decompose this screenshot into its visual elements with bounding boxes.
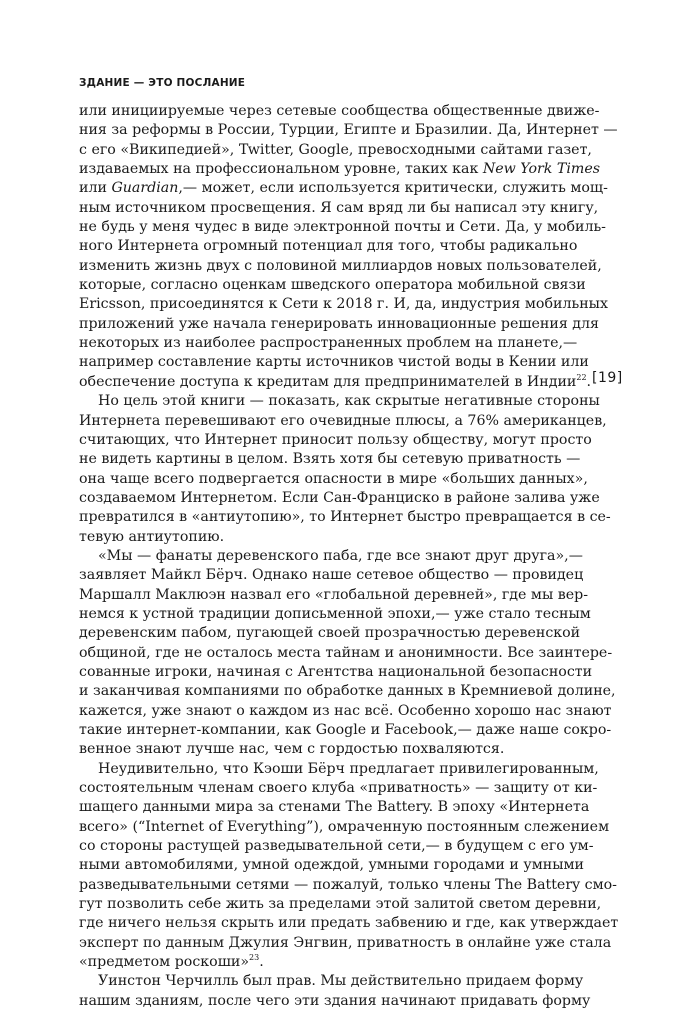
paragraph: [79, 972, 591, 1011]
text-line: [79, 818, 610, 837]
text-run: общиной, где не осталось места тайнам и анонимности. Все заинтере-: [79, 644, 613, 661]
text-run: Интернета перевешивают его очевидные плюсы, а 76% американцев,: [79, 412, 607, 429]
text-line: [79, 528, 551, 547]
text-run: всего» (“Internet of Everything”), омраченную постоянным слежением: [79, 818, 610, 835]
text-run: она чаще всего подвергается опасности в мире «больших данных»,: [79, 470, 588, 487]
text-line: [79, 547, 583, 566]
text-run: ного Интернета огромный потенциал для того, чтобы радикально: [79, 238, 578, 255]
text-run: Маршалл Маклюэн назвал его «глобальной деревней», где мы вер-: [79, 586, 589, 603]
text-run: с его «Википедией», Twitter, Google, превосходными сайтами газет,: [79, 141, 592, 158]
text-line: [79, 798, 590, 817]
text-line: [79, 934, 612, 953]
running-head: ЗДАНИЕ — ЭТО ПОСЛАНИЕ: [79, 77, 246, 89]
text-run: не будь у меня чудес в виде электронной почты и Сети. Да, у мобиль-: [79, 219, 606, 236]
text-run: и заканчивая компаниями по обработке данных в Кремниевой долине,: [79, 683, 616, 700]
italic-title: Guardian: [111, 180, 179, 197]
text-run: обеспечение доступа к кредитам для предпринимателей в Индии: [79, 373, 577, 390]
text-line: [79, 334, 578, 353]
text-run: или инициируемые через сетевые сообщества общественные движе-: [79, 103, 600, 119]
text-line: [79, 257, 602, 276]
text-run: создаваемом Интернетом. Если Сан-Франциско в районе залива уже: [79, 489, 600, 506]
text-line: [79, 392, 600, 411]
text-run: превратился в «антиутопию», то Интернет быстро превращается в се-: [79, 509, 611, 526]
text-run: Ericsson, присоединятся к Сети к 2018 г. И, да, индустрия мобильных: [79, 296, 608, 313]
text-run: сованные игроки, начиная с Агентства национальной безопасности: [79, 663, 593, 680]
text-run: где ничего нельзя скрыть или предать забвению и где, как утверждает: [79, 915, 619, 932]
text-run: заявляет Майкл Бёрч. Однако наше сетевое общество — провидец: [79, 567, 584, 584]
text-run: нашим зданиям, после чего эти здания начинают придавать форму: [79, 992, 591, 1009]
text-run: тевую антиутопию.: [79, 528, 225, 545]
text-line: [79, 992, 591, 1011]
text-run: гут позволить себе жить за пределами этой залитой светом деревни,: [79, 896, 602, 913]
text-line: [79, 702, 612, 721]
italic-title: New York Times: [482, 161, 601, 178]
page-number: [19]: [592, 370, 623, 386]
text-line: [79, 837, 594, 856]
paragraph: [79, 760, 619, 973]
text-line: [79, 372, 592, 392]
text-run: состоятельным членам своего клуба «приватность» — защиту от ки-: [79, 780, 598, 797]
text-line: [79, 586, 589, 605]
text-run: Но цель этой книги — показать, как скрытые негативные стороны: [98, 393, 600, 410]
text-line: [79, 412, 607, 431]
text-run: Неудивительно, что Кэоши Бёрч предлагает привилегированным,: [98, 760, 599, 777]
text-run: считающих, что Интернет приносит пользу обществу, могут просто: [79, 431, 592, 448]
text-line: [79, 450, 581, 469]
text-line: [79, 276, 586, 295]
text-line: [79, 856, 584, 875]
text-run: издаваемых на профессиональном уровне, таких как: [79, 161, 483, 178]
text-line: [79, 740, 551, 759]
text-run: шащего данными мира за стенами The Battery. В эпоху «Интернета: [79, 799, 590, 816]
text-line: [79, 218, 606, 237]
text-line: [79, 663, 593, 682]
text-line: [79, 682, 616, 701]
text-run: .: [586, 373, 592, 390]
text-run: деревенским пабом, пугающей своей прозрачностью деревенской: [79, 625, 581, 642]
text-line: [79, 779, 598, 798]
text-line: [79, 721, 612, 740]
text-line: [79, 199, 599, 218]
text-run: ния за реформы в России, Турции, Египте и Бразилии. Да, Интернет —: [79, 122, 618, 139]
text-line: [79, 624, 581, 643]
footnote-ref: 22: [576, 372, 587, 382]
text-line: [79, 353, 589, 372]
text-run: венное знают лучше нас, чем с гордостью похваляются.: [79, 741, 505, 758]
text-line: [79, 605, 591, 624]
text-line: [79, 315, 600, 334]
text-line: [79, 760, 599, 779]
text-line: [79, 644, 613, 663]
text-run: приложений уже начала генерировать инновационные решения для: [79, 315, 600, 332]
text-run: некоторых из наиболее распространенных проблем на планете,—: [79, 335, 578, 352]
text-line: [79, 914, 619, 933]
text-run: эксперт по данным Джулия Энгвин, приватность в онлайне уже стала: [79, 934, 612, 951]
paragraph: [79, 392, 611, 547]
text-line: [79, 295, 608, 314]
text-line: [79, 895, 602, 914]
text-run: такие интернет-компании, как Google и Facebook,— даже наше сокро-: [79, 722, 612, 738]
text-run: «предметом роскоши»: [79, 954, 250, 971]
text-run: которые, согласно оценкам шведского оператора мобильной связи: [79, 277, 586, 294]
text-run: .: [259, 954, 264, 971]
text-run: не видеть картины в целом. Взять хотя бы сетевую приватность —: [79, 451, 581, 468]
text-line: [79, 566, 584, 585]
text-run: кажется, уже знают о каждом из нас всё. Особенно хорошо нас знают: [79, 702, 612, 719]
text-run: или: [79, 180, 112, 197]
text-run: ным источником просвещения. Я сам вряд ли бы написал эту книгу,: [79, 199, 599, 216]
text-line: [79, 470, 588, 489]
text-line: [79, 508, 611, 527]
text-run: например составление карты источников чистой воды в Кении или: [79, 354, 589, 371]
text-run: немся к устной традиции дописьменной эпохи,— уже стало тесным: [79, 605, 591, 622]
text-line: [79, 876, 617, 895]
text-line: [79, 431, 592, 450]
footnote-ref: 23: [249, 953, 260, 963]
text-line: [79, 102, 600, 121]
text-line: [79, 160, 601, 179]
text-line: [79, 141, 592, 160]
text-line: [79, 953, 551, 972]
text-line: [79, 237, 578, 256]
text-run: изменить жизнь двух с половиной миллиардов новых пользователей,: [79, 257, 602, 274]
text-line: [79, 972, 584, 991]
text-run: со стороны растущей разведывательной сети,— в будущем с его ум-: [79, 838, 594, 855]
text-run: ными автомобилями, умной одеждой, умными городами и умными: [79, 857, 584, 874]
text-line: [79, 489, 600, 508]
text-run: «Мы — фанаты деревенского паба, где все знают друг друга»,—: [98, 547, 583, 564]
paragraph: [79, 547, 616, 760]
text-run: Уинстон Черчилль был прав. Мы действительно придаем форму: [98, 973, 584, 990]
text-run: разведывательными сетями — пожалуй, только члены The Battery смо-: [79, 876, 617, 893]
text-line: [79, 179, 608, 198]
text-run: ,— может, если используется критически, служить мощ-: [178, 180, 608, 197]
text-line: [79, 121, 618, 140]
